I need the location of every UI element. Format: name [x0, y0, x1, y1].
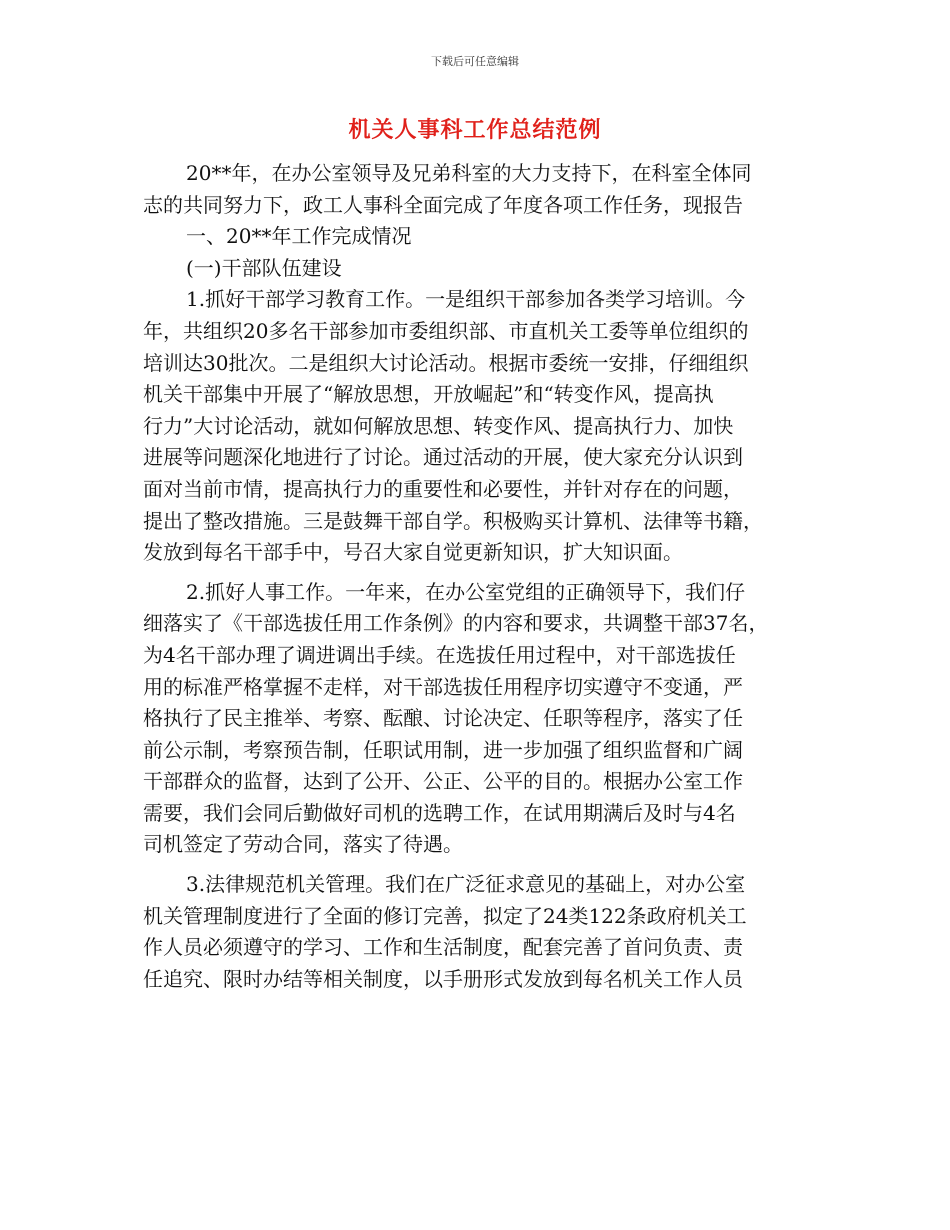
section-heading: 一、20**年工作完成情况: [186, 224, 412, 249]
paragraph-line: 前公示制，考察预告制，任职试用制，进一步加强了组织监督和广阔: [143, 737, 743, 762]
paragraph-line: 提出了整改措施。三是鼓舞干部自学。积极购买计算机、法律等书籍，: [143, 508, 763, 533]
paragraph-line: 20**年，在办公室领导及兄弟科室的大力支持下，在科室全体同: [186, 161, 752, 185]
paragraph-line: 作人员必须遵守的学习、工作和生活制度，配套完善了首问负责、责: [143, 935, 743, 960]
paragraph-line: 行力”大讨论活动，就如何解放思想、转变作风、提高执行力、加快: [143, 413, 734, 438]
subsection-heading: (一)干部队伍建设: [186, 255, 342, 280]
document-body: [143, 158, 811, 995]
paragraph-line: 用的标准严格掌握不走样，对干部选拔任用程序切实遵守不变通，严: [143, 674, 743, 699]
paragraph-line: 志的共同努力下，政工人事科全面完成了年度各项工作任务，现报告: [143, 192, 743, 217]
paragraph-line: 为4名干部办理了调进调出手续。在选拔任用过程中，对干部选拔任: [143, 642, 736, 667]
paragraph-line: 1.抓好干部学习教育工作。一是组织干部参加各类学习培训。今: [186, 287, 746, 312]
paragraph-line: 机关管理制度进行了全面的修订完善，拟定了24类122条政府机关工: [143, 903, 747, 928]
paragraph-line: 3.法律规范机关管理。我们在广泛征求意见的基础上，对办公室: [186, 872, 746, 897]
paragraph-line: 2.抓好人事工作。一年来，在办公室党组的正确领导下，我们仔: [186, 579, 746, 604]
paragraph-line: 年，共组织20多名干部参加市委组织部、市直机关工委等单位组织的: [143, 318, 749, 343]
paragraph-line: 机关干部集中开展了“解放思想，开放崛起”和“转变作风，提高执: [143, 382, 714, 407]
paragraph-line: 需要，我们会同后勤做好司机的选聘工作，在试用期满后及时与4名: [143, 800, 736, 825]
paragraph-line: 司机签定了劳动合同，落实了待遇。: [143, 832, 463, 857]
paragraph-line: 培训达30批次。二是组织大讨论活动。根据市委统一安排，仔细组织: [143, 350, 749, 375]
header-note: 下载后可任意编辑: [431, 55, 519, 68]
document-title: 机关人事科工作总结范例: [348, 117, 602, 143]
paragraph-line: 干部群众的监督，达到了公开、公正、公平的目的。根据办公室工作: [143, 769, 743, 794]
paragraph-line: 进展等问题深化地进行了讨论。通过活动的开展，使大家充分认识到: [143, 445, 743, 470]
paragraph-line: 细落实了《干部选拔任用工作条例》的内容和要求，共调整干部37名，: [143, 611, 769, 636]
paragraph-line: 任追究、限时办结等相关制度，以手册形式发放到每名机关工作人员: [143, 966, 743, 991]
paragraph-line: 面对当前市情，提高执行力的重要性和必要性，并针对存在的问题，: [143, 476, 743, 501]
paragraph-line: 格执行了民主推举、考察、酝酿、讨论决定、任职等程序，落实了任: [143, 706, 743, 731]
paragraph-line: 发放到每名干部手中，号召大家自觉更新知识，扩大知识面。: [143, 540, 683, 565]
